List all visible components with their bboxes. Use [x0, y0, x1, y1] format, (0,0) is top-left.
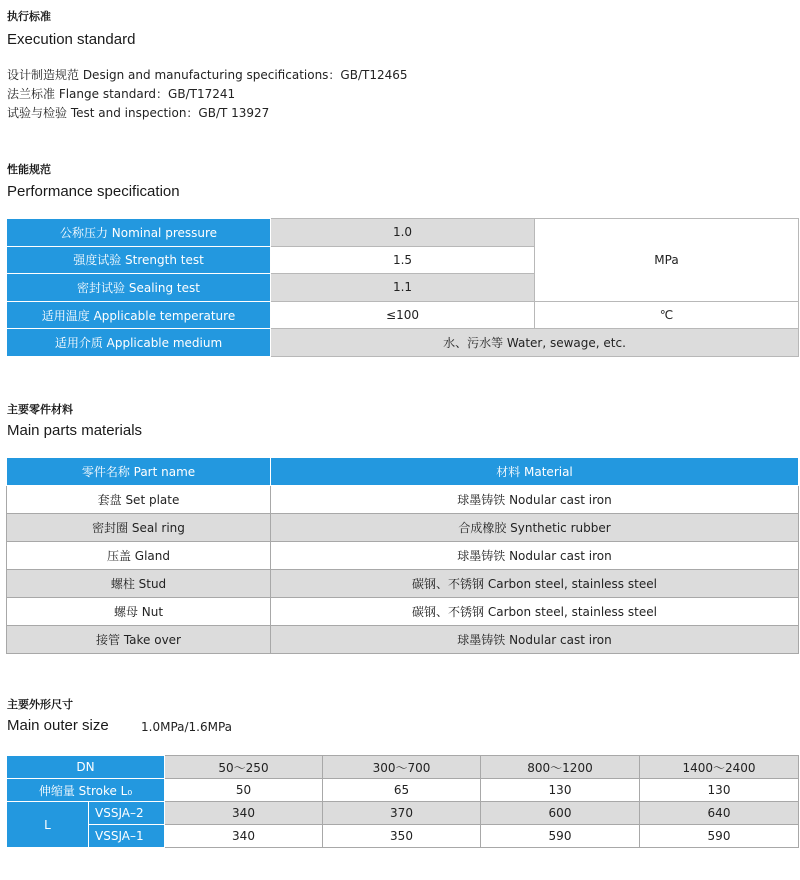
table-row — [7, 756, 799, 779]
table-row — [7, 514, 799, 542]
vssja2-value: 600 — [481, 802, 640, 825]
performance-table — [6, 218, 799, 357]
vssja1-value: 340 — [165, 825, 323, 848]
table-row — [7, 329, 799, 357]
stroke-value: 65 — [323, 779, 481, 802]
table-row — [7, 779, 799, 802]
perf-label-sealing-test: 密封试验 Sealing test — [7, 274, 271, 302]
materials-title-cn: 主要零件材料 — [7, 403, 73, 416]
stroke-value: 130 — [481, 779, 640, 802]
table-row — [7, 542, 799, 570]
dn-value: 800～1200 — [481, 756, 640, 779]
table-row — [7, 598, 799, 626]
stroke-value: 130 — [640, 779, 799, 802]
table-row — [7, 219, 799, 247]
table-row — [7, 570, 799, 598]
performance-title-cn: 性能规范 — [7, 163, 51, 176]
stroke-label: 伸缩量 Stroke L₀ — [7, 779, 165, 802]
vssja1-value: 590 — [481, 825, 640, 848]
perf-value-sealing-test: 1.1 — [271, 274, 535, 302]
perf-label-nominal-pressure: 公称压力 Nominal pressure — [7, 219, 271, 247]
perf-value-strength-test: 1.5 — [271, 246, 535, 274]
perf-value-nominal-pressure: 1.0 — [271, 219, 535, 247]
part-name: 螺柱 Stud — [7, 570, 271, 598]
table-row — [7, 486, 799, 514]
vssja1-value: 590 — [640, 825, 799, 848]
part-material: 球墨铸铁 Nodular cast iron — [271, 486, 799, 514]
l-label: L — [7, 802, 89, 848]
part-name: 套盘 Set plate — [7, 486, 271, 514]
dn-value: 1400～2400 — [640, 756, 799, 779]
execution-line-flange: 法兰标准 Flange standard：GB/T17241 — [7, 87, 236, 101]
perf-label-medium: 适用介质 Applicable medium — [7, 329, 271, 357]
vssja2-value: 340 — [165, 802, 323, 825]
part-name: 密封圈 Seal ring — [7, 514, 271, 542]
perf-label-temperature: 适用温度 Applicable temperature — [7, 301, 271, 329]
perf-label-strength-test: 强度试验 Strength test — [7, 246, 271, 274]
part-name: 接管 Take over — [7, 626, 271, 654]
table-row — [7, 626, 799, 654]
perf-value-medium: 水、污水等 Water, sewage, etc. — [271, 329, 799, 357]
execution-title-cn: 执行标准 — [7, 10, 51, 23]
dn-value: 50～250 — [165, 756, 323, 779]
part-material: 合成橡胶 Synthetic rubber — [271, 514, 799, 542]
size-pressure-note: 1.0MPa/1.6MPa — [141, 720, 233, 734]
performance-title-en: Performance specification — [7, 183, 180, 200]
part-material: 碳钢、不锈钢 Carbon steel, stainless steel — [271, 598, 799, 626]
header-part-name: 零件名称 Part name — [7, 458, 271, 486]
vssja1-label: VSSJA–1 — [89, 825, 165, 848]
part-name: 螺母 Nut — [7, 598, 271, 626]
execution-line-test: 试验与检验 Test and inspection：GB/T 13927 — [7, 106, 270, 120]
vssja2-label: VSSJA–2 — [89, 802, 165, 825]
materials-title-en: Main parts materials — [7, 422, 143, 439]
execution-line-design: 设计制造规范 Design and manufacturing specifications：GB/T12465 — [7, 68, 408, 82]
perf-unit-temperature: ℃ — [535, 301, 799, 329]
part-name: 压盖 Gland — [7, 542, 271, 570]
table-header-row — [7, 458, 799, 486]
outer-size-table — [6, 755, 799, 848]
dn-value: 300～700 — [323, 756, 481, 779]
part-material: 球墨铸铁 Nodular cast iron — [271, 626, 799, 654]
vssja2-value: 370 — [323, 802, 481, 825]
table-row — [7, 825, 799, 848]
size-title-en: Main outer size — [7, 717, 109, 734]
size-title-cn: 主要外形尺寸 — [7, 698, 73, 711]
vssja2-value: 640 — [640, 802, 799, 825]
part-material: 球墨铸铁 Nodular cast iron — [271, 542, 799, 570]
materials-table — [6, 457, 799, 654]
part-material: 碳钢、不锈钢 Carbon steel, stainless steel — [271, 570, 799, 598]
table-row — [7, 802, 799, 825]
header-material: 材料 Material — [271, 458, 799, 486]
execution-title-en: Execution standard — [7, 31, 136, 48]
perf-value-temperature: ≤100 — [271, 301, 535, 329]
vssja1-value: 350 — [323, 825, 481, 848]
table-row — [7, 301, 799, 329]
dn-label: DN — [7, 756, 165, 779]
stroke-value: 50 — [165, 779, 323, 802]
perf-unit-pressure: MPa — [535, 219, 799, 302]
